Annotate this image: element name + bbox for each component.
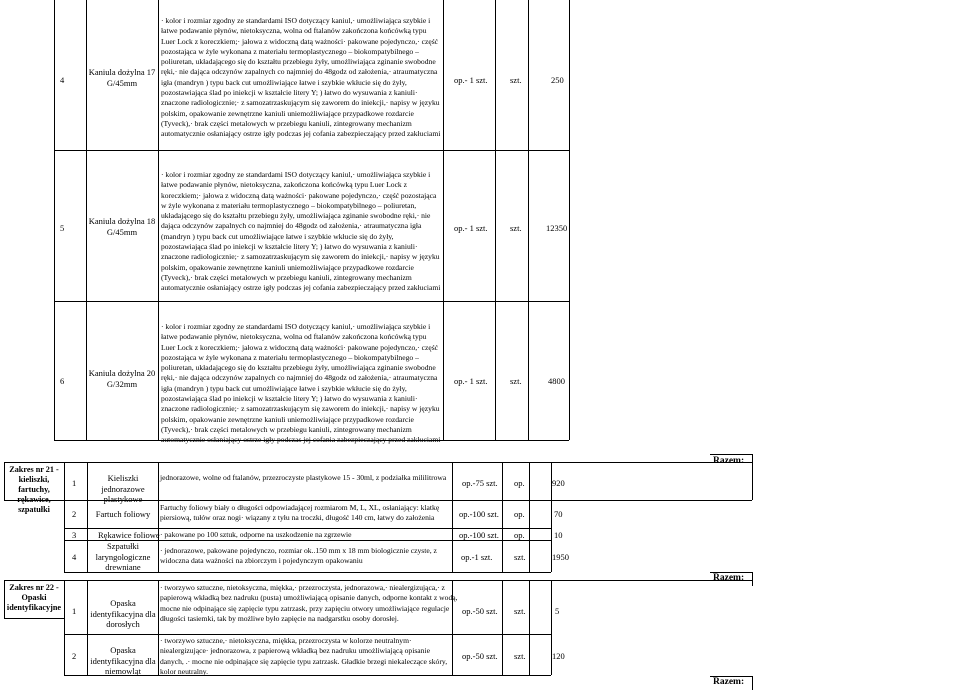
product-name: Opaska identyfikacyjna dla niemowląt	[90, 645, 156, 676]
product-description: jednorazowe, wolne od ftalanów, przezroczyste plastykowe 15 - 30ml, z podziałka mililitrowa	[160, 473, 447, 482]
packaging-cell: op.-75 szt.	[462, 478, 498, 488]
unit-cell: szt.	[510, 223, 522, 233]
product-description: · tworzywo sztuczne, nietoksyczna, miękka,· przezroczysta, jednorazowa,· niealergizująca,· z papierową wkładką bez nadruku (pusta) umożliwiającą opisanie danych, odporne kontakt z wodą, mocne nie odpinające się zapięcie typu zatrzask, przy zapięciu otwory umożliwiające regulacje długości tasiemki, tak by możliwe było zapięcie na nadgarstku osoby dorosłej.	[160, 583, 458, 623]
lp-cell: 6	[60, 376, 65, 386]
packaging-cell: op.- 1 szt.	[454, 376, 488, 386]
quantity-cell: 250	[551, 75, 564, 85]
quantity-cell: 920	[552, 478, 565, 488]
zakres-22-title: Zakres nr 22 - Opaski identyfikacyjne	[6, 583, 62, 612]
product-name: Kieliszki jednorazowe plastykowe	[101, 473, 145, 504]
quantity-cell: 10	[554, 530, 563, 540]
product-name: Fartuch foliowy	[95, 509, 151, 519]
product-description: · pakowane po 100 sztuk, odporne na uszkodzenie na zgrzewie	[160, 530, 352, 539]
zakres-21-title: Zakres nr 21 - kieliszki, fartuchy, rękawice, szpatułki	[9, 465, 59, 514]
lp-cell: 4	[60, 75, 65, 85]
lp-cell: 2	[72, 651, 77, 661]
unit-cell: szt.	[514, 606, 526, 616]
packaging-cell: op.- 1 szt.	[454, 223, 488, 233]
quantity-cell: 12350	[546, 223, 568, 233]
unit-cell: szt.	[514, 651, 526, 661]
packaging-cell: op.-50 szt.	[462, 651, 498, 661]
packaging-cell: op.-100 szt.	[459, 509, 499, 519]
final-razem-label: Razem:	[713, 677, 745, 687]
lp-cell: 2	[72, 509, 77, 519]
unit-cell: szt.	[510, 75, 522, 85]
unit-cell: op.	[514, 530, 525, 540]
product-description: · kolor i rozmiar zgodny ze standardami ISO dotyczący kaniul,· umożliwiająca szybkie i łatwe podawanie płynów, nietoksyczna, zakończona końcówką typu Luer Lock z koreczkiem;· jałowa z widoczną datą ważności· pakowane pojedynczo,· część pozostająca w żyle wykonana z materiału termoplastycznego – biokompatybilnego – poliuretan, układającego się do kształtu przebiegu żyły, umożliwiająca zginanie swobodne ręki,· nie dająca odczynów zapalnych co najmniej do 48godz od założenia,· atraumatyczna igła (mandryn ) typu back cut umożliwiające łatwe i szybkie wkłucie się do żyły, pozostawiająca ślad po iniekcji w kształcie litery Y; ) łatwo do wysuwania z kaniuli· znaczone radiologicznie;· z samozatrzaskującym się zaworem do iniekcji,· napisy w języku polskim, opakowanie zewnętrzne kaniuli uniemożliwiające przypadkowe rozdarcie (Tyveck),· brak części metalowych w przebiegu kaniuli, zintegrowany mechanizm automatycznie osłaniający ostrze igły podczas jej cofania zabezpieczający przed zakłuciami	[161, 170, 441, 293]
unit-cell: op.	[514, 509, 525, 519]
lp-cell: 1	[72, 606, 77, 616]
product-description: · tworzywo sztuczne,· nietoksyczna, miękka, przezroczysta w kolorze neutralnym· niealergizujące· jednorazowa, z papierową wkładką bez nadruku umożliwiającą opisanie danych, .· mocne nie odpinające się zapięcie typu zatrzask. Gładkie brzegi niekaleczące skóry, kolor neutralny.	[160, 636, 448, 676]
product-name: Kaniula dożylna 20 G/32mm	[88, 368, 156, 389]
product-description: Fartuchy foliowy biały o długości odpowiadającej rozmiarom M, L, XL, osłaniający: klatkę piersiową, tułów oraz nogi· wiązany z tyłu na troczki, długość 140 cm, łatwy do założenia	[160, 503, 440, 523]
quantity-cell: 5	[555, 606, 560, 616]
product-description: · jednorazowe, pakowane pojedynczo, rozmiar ok..150 mm x 18 mm biologicznie czyste, z widoczna data ważności na zbiorczym i pojedynczym opakowaniu	[160, 546, 437, 566]
product-name: Rękawice foliowe	[98, 530, 160, 540]
packaging-cell: op.- 1 szt.	[454, 75, 488, 85]
lp-cell: 3	[72, 530, 77, 540]
lp-cell: 5	[60, 223, 65, 233]
packaging-cell: op.-100 szt.	[459, 530, 499, 540]
packaging-cell: op.-50 szt.	[462, 606, 498, 616]
quantity-cell: 1950	[552, 552, 569, 562]
quantity-cell: 4800	[548, 376, 565, 386]
product-description: · kolor i rozmiar zgodny ze standardami ISO dotyczący kaniul,· umożliwiająca szybkie i łatwe podawanie płynów, nietoksyczna, wolna od ftalanów zakończona końcówką typu Luer Lock z koreczkiem;· jałowa z widoczną datą ważności· pakowane pojedynczo,· część pozostająca w żyle wykonana z materiału termoplastycznego – biokompatybilnego – poliuretan, układającego się do kształtu przebiegu żyły, umożliwiająca zginanie swobodne ręki,· nie dająca odczynów zapalnych co najmniej do 48godz od założenia,· atraumatyczna igła (mandryn ) typu back cut umożliwiające łatwe i szybkie wkłucie się do żyły, pozostawiająca ślad po iniekcji w kształcie litery Y; ) łatwo do wysuwania z kaniuli· znaczone radiologicznie;· z samozatrzaskującym się zaworem do iniekcji,· napisy w języku polskim, opakowanie zewnętrzne kaniuli uniemożliwiające przypadkowe rozdarcie (Tyveck),· brak części metalowych w przebiegu kaniuli, zintegrowany mechanizm automatycznie osłaniający ostrze igły podczas jej cofania zabezpieczający przed zakłuciami	[161, 16, 441, 139]
quantity-cell: 70	[554, 509, 563, 519]
razem-label: Razem:	[713, 573, 745, 583]
lp-cell: 1	[72, 478, 77, 488]
packaging-cell: op.-1 szt.	[461, 552, 493, 562]
lp-cell: 4	[72, 552, 77, 562]
product-name: Szpatułki laryngologiczne drewniane	[95, 541, 151, 572]
product-description: · kolor i rozmiar zgodny ze standardami ISO dotyczący kaniul,· umożliwiająca szybkie i łatwe podawanie płynów, nietoksyczna, wolna od ftalanów zakończona końcówką typu Luer Lock z koreczkiem;· jałowa z widoczną datą ważności· pakowane pojedynczo,· część pozostająca w żyle wykonana z materiału termoplastycznego – biokompatybilnego – poliuretan, układającego się do kształtu przebiegu żyły, umożliwiająca zginanie swobodne ręki,· nie dająca odczynów zapalnych co najmniej do 48godz od założenia,· atraumatyczna igła (mandryn ) typu back cut umożliwiające łatwe i szybkie wkłucie się do żyły, pozostawiająca ślad po iniekcji w kształcie litery Y; ) łatwo do wysuwania z kaniuli· znaczone radiologicznie;· z samozatrzaskującym się zaworem do iniekcji,· napisy w języku polskim, opakowanie zewnętrzne kaniuli uniemożliwiające przypadkowe rozdarcie (Tyveck),· brak części metalowych w przebiegu kaniuli, zintegrowany mechanizm automatycznie osłaniający ostrze igły podczas jej cofania zabezpieczający przed zakłuciami	[161, 322, 441, 445]
product-name: Opaska identyfikacyjna dla dorosłych	[90, 598, 156, 629]
unit-cell: szt.	[510, 376, 522, 386]
unit-cell: szt.	[514, 552, 526, 562]
product-name: Kaniula dożylna 17 G/45mm	[88, 67, 156, 88]
quantity-cell: 120	[552, 651, 565, 661]
razem-label: Razem:	[713, 456, 745, 466]
product-name: Kaniula dożylna 18 G/45mm	[88, 216, 156, 237]
unit-cell: op.	[514, 478, 525, 488]
